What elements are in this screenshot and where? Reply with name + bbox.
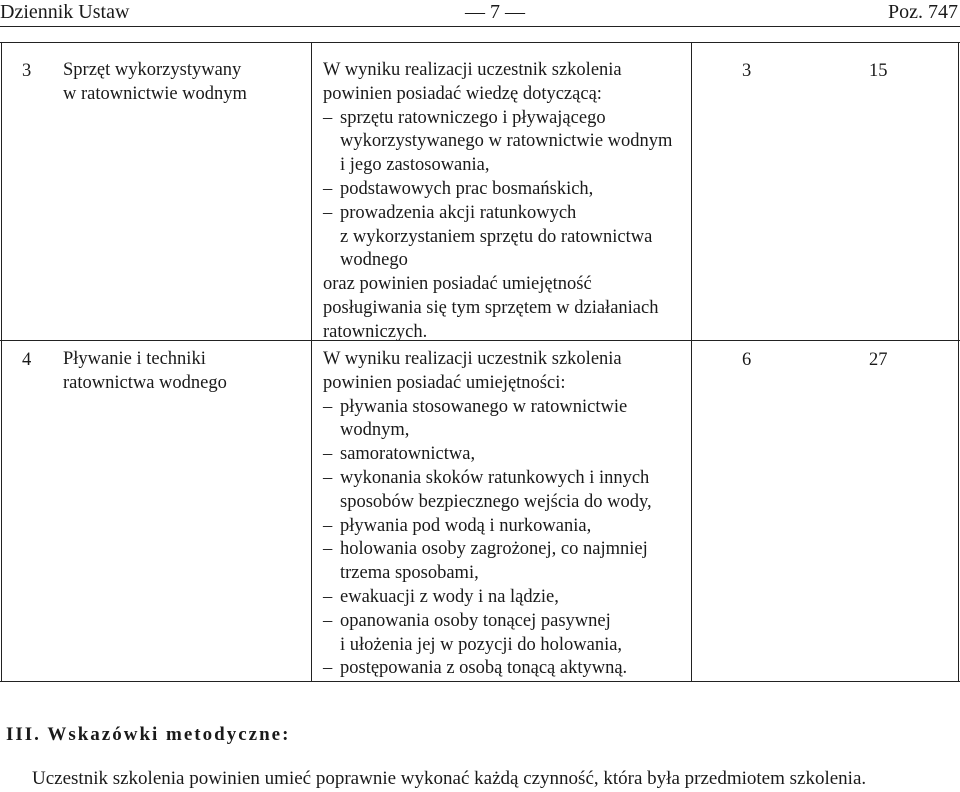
- page-number: — 7 —: [465, 1, 525, 23]
- list-item-continuation: wodnego: [340, 250, 408, 271]
- content-cell: [323, 348, 652, 681]
- hours-theory: 3: [742, 61, 752, 81]
- page-header: [0, 0, 960, 26]
- content-line: oraz powinien posiadać umiejętność: [323, 274, 592, 295]
- list-item: – wykonania skoków ratunkowych i innych: [323, 467, 652, 491]
- list-item: – pływania pod wodą i nurkowania,: [323, 515, 652, 539]
- row-number: 4: [22, 350, 32, 370]
- header-rule: [0, 26, 960, 27]
- content-line: ratowniczych.: [323, 321, 428, 342]
- table-border-right: [958, 42, 959, 681]
- topic-cell: [63, 59, 247, 107]
- table-border-top: [0, 42, 960, 43]
- content-line: powinien posiadać wiedzę dotyczącą:: [323, 83, 602, 104]
- list-item: – podstawowych prac bosmańskich,: [323, 178, 672, 202]
- content-line: W wyniku realizacji uczestnik szkolenia: [323, 349, 622, 369]
- table-divider-topic: [311, 42, 312, 681]
- topic-line: w ratownictwie wodnym: [63, 83, 247, 104]
- section-text: Uczestnik szkolenia powinien umieć poprawnie wykonać każdą czynność, która była przedmiotem szkolenia.: [32, 768, 867, 789]
- list-item: – ewakuacji z wody i na lądzie,: [323, 586, 652, 610]
- table-divider-content: [691, 42, 692, 681]
- hours-total: 15: [869, 61, 888, 81]
- list-item-continuation: sposobów bezpiecznego wejścia do wody,: [340, 491, 652, 512]
- list-item: – postępowania z osobą tonącą aktywną.: [323, 657, 652, 681]
- list-item-continuation: wykorzystywanego w ratownictwie wodnym: [340, 131, 673, 152]
- row-number: 3: [22, 61, 32, 81]
- list-item: – pływania stosowanego w ratownictwie: [323, 396, 652, 420]
- list-item-continuation: z wykorzystaniem sprzętu do ratownictwa: [340, 226, 653, 247]
- content-cell: [323, 59, 672, 345]
- list-item: – prowadzenia akcji ratunkowych: [323, 202, 672, 226]
- hours-total: 27: [869, 350, 888, 370]
- topic-line: Pływanie i techniki: [63, 349, 206, 369]
- list-item-continuation: i ułożenia jej w pozycji do holowania,: [340, 634, 623, 655]
- list-item: – holowania osoby zagrożonej, co najmniej: [323, 538, 652, 562]
- journal-title: Dziennik Ustaw: [0, 1, 130, 23]
- topic-line: Sprzęt wykorzystywany: [63, 60, 242, 80]
- content-line: posługiwania się tym sprzętem w działaniach: [323, 297, 659, 318]
- content-line: W wyniku realizacji uczestnik szkolenia: [323, 60, 622, 80]
- content-line: powinien posiadać umiejętności:: [323, 372, 566, 393]
- topic-cell: [63, 348, 227, 396]
- topic-line: ratownictwa wodnego: [63, 372, 227, 393]
- list-item: – sprzętu ratowniczego i pływającego: [323, 107, 672, 131]
- position-number: Poz. 747: [888, 1, 958, 23]
- hours-theory: 6: [742, 350, 752, 370]
- table-border-left: [1, 42, 2, 681]
- section-heading: III. Wskazówki metodyczne:: [6, 724, 291, 745]
- list-item-continuation: i jego zastosowania,: [340, 155, 490, 176]
- list-item-continuation: wodnym,: [340, 420, 410, 441]
- list-item: – opanowania osoby tonącej pasywnej: [323, 610, 652, 634]
- list-item-continuation: trzema sposobami,: [340, 563, 479, 584]
- list-item: – samoratownictwa,: [323, 443, 652, 467]
